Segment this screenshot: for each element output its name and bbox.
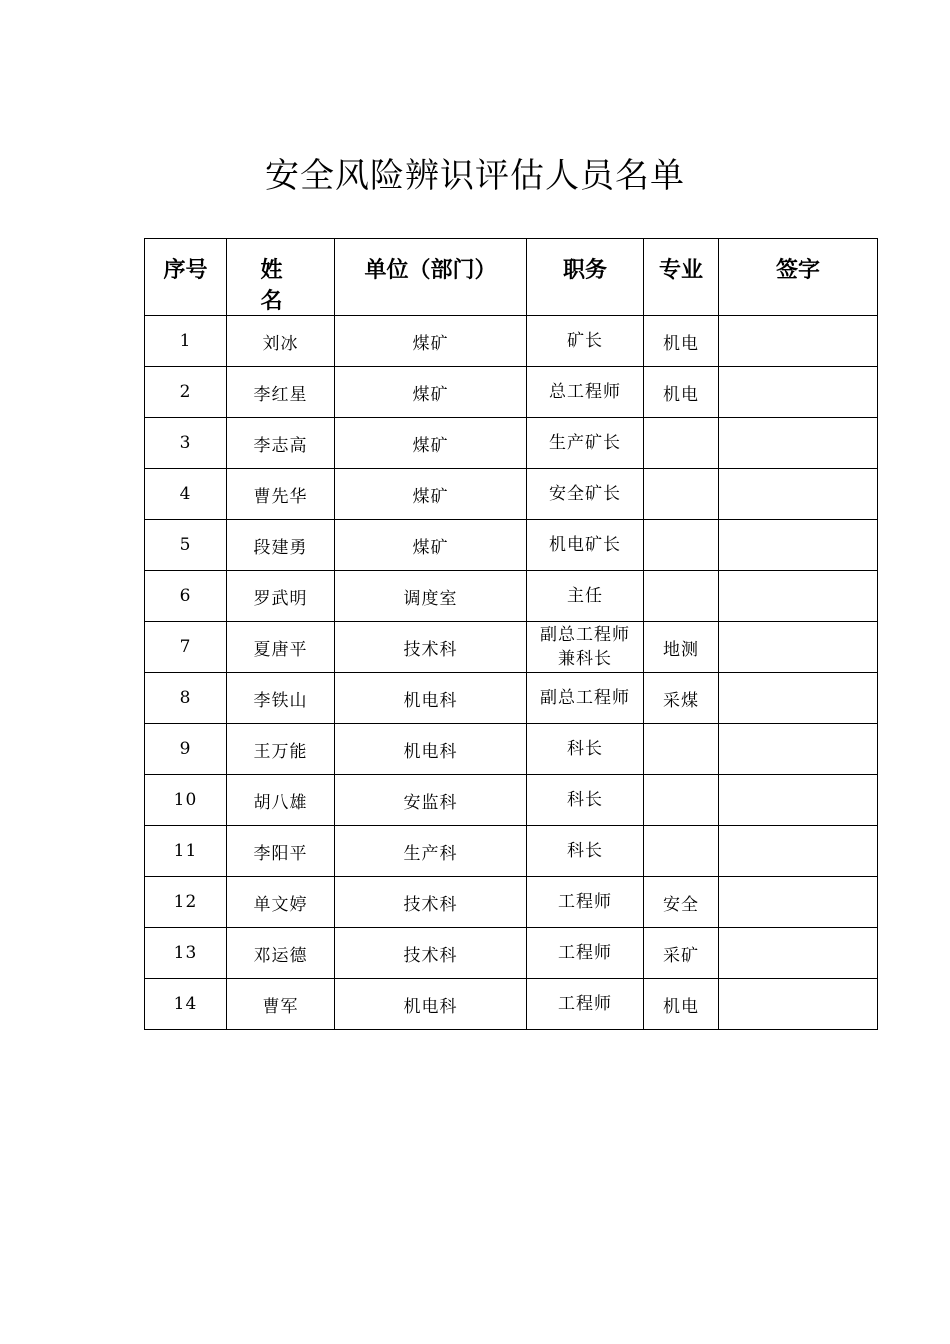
cell-unit: 煤矿 xyxy=(335,469,527,520)
cell-major: 采矿 xyxy=(644,928,719,979)
cell-sign[interactable] xyxy=(719,928,878,979)
cell-index: 13 xyxy=(145,928,227,979)
table-row xyxy=(145,928,878,979)
cell-name: 夏唐平 xyxy=(227,622,335,673)
cell-major xyxy=(644,520,719,571)
cell-name: 刘冰 xyxy=(227,316,335,367)
table-row xyxy=(145,469,878,520)
cell-sign[interactable] xyxy=(719,367,878,418)
table-body xyxy=(145,316,878,1030)
cell-major: 机电 xyxy=(644,316,719,367)
cell-name: 单文婷 xyxy=(227,877,335,928)
cell-unit: 机电科 xyxy=(335,724,527,775)
cell-major xyxy=(644,724,719,775)
cell-sign[interactable] xyxy=(719,877,878,928)
cell-sign[interactable] xyxy=(719,979,878,1030)
cell-name: 李阳平 xyxy=(227,826,335,877)
cell-index: 2 xyxy=(145,367,227,418)
cell-name: 李红星 xyxy=(227,367,335,418)
table-row xyxy=(145,571,878,622)
cell-duty: 主任 xyxy=(527,571,644,622)
cell-sign[interactable] xyxy=(719,775,878,826)
cell-duty: 副总工程师 xyxy=(527,673,644,724)
cell-major xyxy=(644,469,719,520)
cell-sign[interactable] xyxy=(719,826,878,877)
header-index: 序号 xyxy=(145,239,227,316)
cell-sign[interactable] xyxy=(719,724,878,775)
cell-sign[interactable] xyxy=(719,469,878,520)
cell-unit: 机电科 xyxy=(335,979,527,1030)
cell-unit: 煤矿 xyxy=(335,520,527,571)
cell-duty: 副总工程师 兼科长 xyxy=(527,622,644,673)
cell-name: 李志高 xyxy=(227,418,335,469)
cell-unit: 煤矿 xyxy=(335,418,527,469)
cell-duty: 工程师 xyxy=(527,928,644,979)
cell-sign[interactable] xyxy=(719,622,878,673)
cell-index: 11 xyxy=(145,826,227,877)
table-row xyxy=(145,979,878,1030)
cell-duty: 科长 xyxy=(527,724,644,775)
cell-major: 地测 xyxy=(644,622,719,673)
table-row xyxy=(145,775,878,826)
cell-index: 12 xyxy=(145,877,227,928)
cell-unit: 技术科 xyxy=(335,622,527,673)
cell-index: 6 xyxy=(145,571,227,622)
cell-duty: 科长 xyxy=(527,826,644,877)
table-row xyxy=(145,418,878,469)
cell-sign[interactable] xyxy=(719,520,878,571)
cell-name: 曹军 xyxy=(227,979,335,1030)
cell-major xyxy=(644,826,719,877)
cell-unit: 煤矿 xyxy=(335,316,527,367)
cell-index: 5 xyxy=(145,520,227,571)
table-row xyxy=(145,520,878,571)
cell-major xyxy=(644,418,719,469)
cell-major: 采煤 xyxy=(644,673,719,724)
cell-unit: 生产科 xyxy=(335,826,527,877)
cell-major: 机电 xyxy=(644,367,719,418)
cell-index: 9 xyxy=(145,724,227,775)
cell-index: 4 xyxy=(145,469,227,520)
cell-duty: 工程师 xyxy=(527,979,644,1030)
cell-index: 14 xyxy=(145,979,227,1030)
cell-major: 安全 xyxy=(644,877,719,928)
cell-duty: 工程师 xyxy=(527,877,644,928)
cell-major xyxy=(644,775,719,826)
cell-name: 李铁山 xyxy=(227,673,335,724)
cell-name: 曹先华 xyxy=(227,469,335,520)
table-row xyxy=(145,826,878,877)
cell-unit: 调度室 xyxy=(335,571,527,622)
cell-sign[interactable] xyxy=(719,571,878,622)
cell-unit: 煤矿 xyxy=(335,367,527,418)
cell-unit: 机电科 xyxy=(335,673,527,724)
table-row xyxy=(145,367,878,418)
cell-index: 10 xyxy=(145,775,227,826)
cell-sign[interactable] xyxy=(719,673,878,724)
cell-name: 邓运德 xyxy=(227,928,335,979)
cell-duty: 总工程师 xyxy=(527,367,644,418)
cell-index: 7 xyxy=(145,622,227,673)
cell-index: 3 xyxy=(145,418,227,469)
document-title: 安全风险辨识评估人员名单 xyxy=(265,156,685,196)
cell-unit: 技术科 xyxy=(335,877,527,928)
cell-sign[interactable] xyxy=(719,316,878,367)
table-header-row xyxy=(145,239,878,316)
header-unit: 单位（部门） xyxy=(335,239,527,316)
cell-duty: 矿长 xyxy=(527,316,644,367)
cell-index: 8 xyxy=(145,673,227,724)
personnel-table xyxy=(144,238,878,1030)
table-row xyxy=(145,316,878,367)
header-name: 姓 名 xyxy=(227,239,335,316)
header-major: 专业 xyxy=(644,239,719,316)
table-row xyxy=(145,724,878,775)
cell-major: 机电 xyxy=(644,979,719,1030)
cell-duty: 生产矿长 xyxy=(527,418,644,469)
cell-name: 罗武明 xyxy=(227,571,335,622)
cell-duty: 机电矿长 xyxy=(527,520,644,571)
cell-sign[interactable] xyxy=(719,418,878,469)
cell-major xyxy=(644,571,719,622)
cell-unit: 技术科 xyxy=(335,928,527,979)
cell-duty: 科长 xyxy=(527,775,644,826)
table-row xyxy=(145,877,878,928)
header-sign: 签字 xyxy=(719,239,878,316)
cell-index: 1 xyxy=(145,316,227,367)
cell-name: 王万能 xyxy=(227,724,335,775)
table-row xyxy=(145,622,878,673)
cell-unit: 安监科 xyxy=(335,775,527,826)
cell-name: 段建勇 xyxy=(227,520,335,571)
cell-duty: 安全矿长 xyxy=(527,469,644,520)
table-row xyxy=(145,673,878,724)
header-duty: 职务 xyxy=(527,239,644,316)
cell-name: 胡八雄 xyxy=(227,775,335,826)
